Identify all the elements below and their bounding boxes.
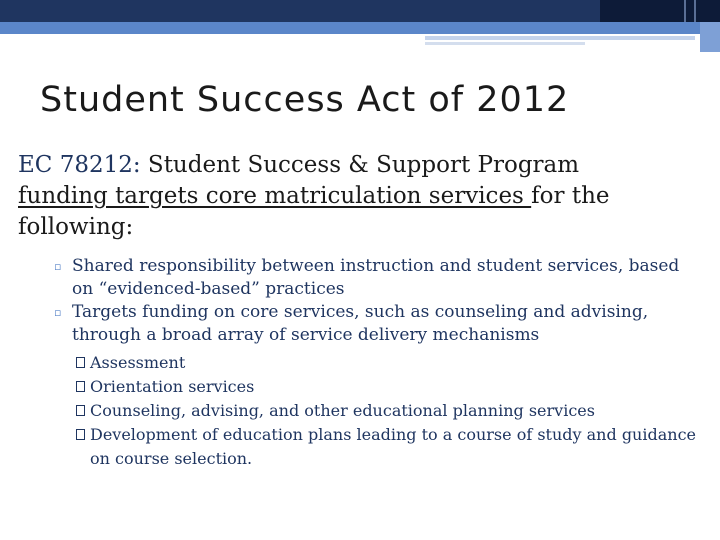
code-reference: EC 78212: (18, 152, 141, 178)
program-name: Student Success & Support Program (140, 152, 580, 178)
header-accent-stripe (0, 22, 720, 34)
header-bar-dark-section (600, 0, 720, 22)
checkbox-icon (76, 405, 85, 416)
header-accent-block (700, 22, 720, 52)
square-bullet-icon: ▫ (54, 306, 62, 319)
header-accent-line (425, 36, 695, 40)
bullet-item: ▫ Targets funding on core services, such as counseling and advising, through a broad array of service delivery mechanisms (54, 302, 649, 345)
bullet-list (54, 255, 704, 471)
paragraph-ending: for the following: (18, 183, 610, 240)
underlined-phrase: funding targets core matriculation services (18, 183, 532, 209)
sub-bullet-item: Counseling, advising, and other educational planning services (76, 399, 704, 423)
sub-bullet-item: Assessment (76, 351, 704, 375)
slide-title: Student Success Act of 2012 (40, 80, 570, 120)
checkbox-icon (76, 381, 85, 392)
sub-bullet-item: Orientation services (76, 375, 704, 399)
header-divider-line (694, 0, 696, 22)
square-bullet-icon: ▫ (54, 260, 62, 273)
sub-bullet-item: Development of education plans leading to a course of study and guidance on course selection. (76, 423, 704, 471)
header-accent-line (425, 42, 585, 45)
header-divider-line (684, 0, 686, 22)
bullet-item: ▫ Shared responsibility between instruction and student services, based on “evidenced-based” practices (54, 256, 680, 299)
main-paragraph (18, 150, 698, 243)
checkbox-icon (76, 357, 85, 368)
checkbox-icon (76, 429, 85, 440)
sub-bullet-list (76, 351, 704, 471)
